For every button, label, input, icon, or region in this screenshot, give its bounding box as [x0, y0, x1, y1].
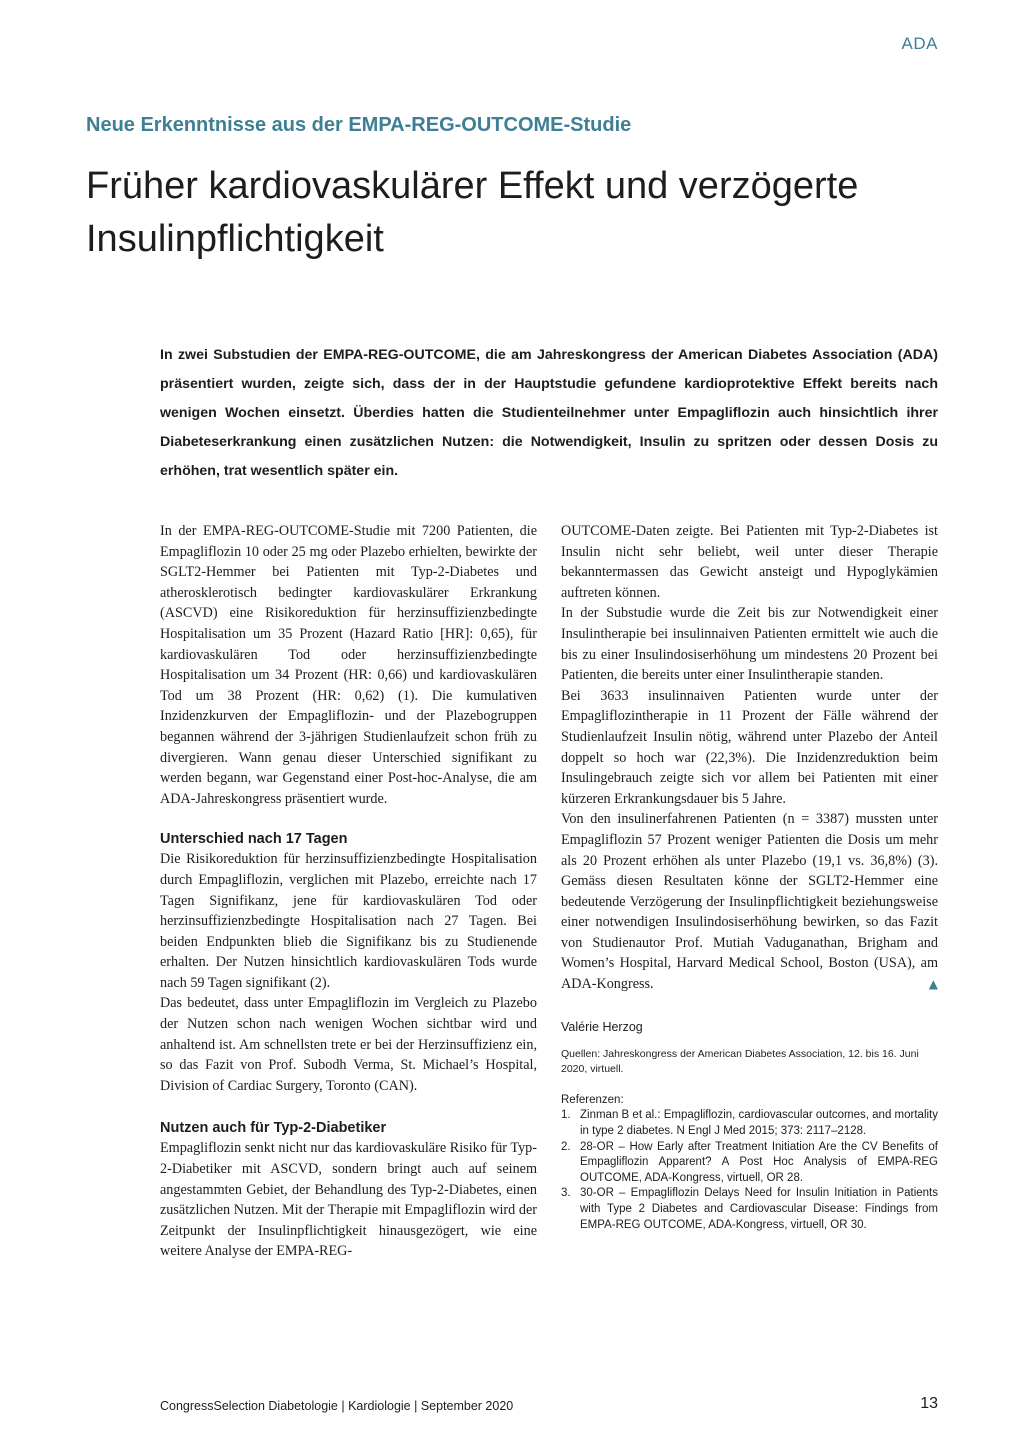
paragraph: Bei 3633 insulinnaiven Patienten wurde unter der Empagliflozintherapie in 11 Prozent der Fälle während der Studienlaufzeit Insulin nötig, während unter Plazebo der Anteil doppelt so hoch war (22,3%). Die Inzidenzreduktion beim Insulingebrauch zeigte sich vor allem bei Patienten mit einer kürzeren Erkrankungsdauer bis 5 Jahre.: [561, 687, 938, 807]
title-line-1: Früher kardiovaskulärer Effekt und verzögerte: [86, 165, 859, 207]
references-list: [561, 1108, 938, 1233]
reference-item: 3. 30-OR – Empagliflozin Delays Need for Insulin Initiation in Patients with Type 2 Diabetes and Cardiovascular Disease: Findings from EMPA-REG OUTCOME, ADA-Kongress, virtuell, OR 30.: [561, 1187, 938, 1231]
article-lead: In zwei Substudien der EMPA-REG-OUTCOME, die am Jahreskongress der American Diabetes Association (ADA) präsentiert wurden, zeigte sich, dass der in der Hauptstudie gefundene kardioprotektive Effekt bereits nach wenigen Wochen einsetzt. Überdies hatten die Studienteilnehmer unter Empagliflozin auch hinsichtlich ihrer Diabeteserkrankung einen zusätzlichen Nutzen: die Notwendigkeit, Insulin zu spritzen oder dessen Dosis zu erhöhen, trat wesentlich später ein.: [160, 347, 938, 479]
subheading: Nutzen auch für Typ-2-Diabetiker: [160, 1120, 387, 1137]
paragraph: Empagliflozin senkt nicht nur das kardiovaskuläre Risiko für Typ-2-Diabetiker mit ASCVD, sondern bringt auch auf seinem angestammten Gebiet, der Behandlung des Typ-2-Diabetes, einen zusätzlichen Nutzen. Mit der Therapie mit Empagliflozin wird der Zeitpunkt der Insulinpflichtigkeit hinausgezögert, wie eine weitere Analyse der EMPA-REG-: [160, 1140, 537, 1260]
page-number: 13: [920, 1395, 938, 1412]
text-column-right: [561, 521, 938, 1233]
sources-note: Quellen: Jahreskongress der American Diabetes Association, 12. bis 16. Juni 2020, virtuell.: [561, 1047, 919, 1076]
text-column-left: [160, 521, 537, 1262]
paragraph: Die Risikoreduktion für herzinsuffizienzbedingte Hospitalisation durch Empagliflozin, verglichen mit Plazebo, erreichte nach 17 Tagen Signifikanz, jene für kardiovaskulären Tod oder herzinsuffizienzbedingte Hospitalisation nach 27 Tagen. Bei beiden Endpunkten blieb die Signifikanz bis zu Studienende erhalten. Der Nutzen hinsichtlich kardiovaskulären Tods wurde nach 59 Tagen signifikant (2).: [160, 851, 537, 991]
footer-publication: CongressSelection Diabetologie | Kardiologie | September 2020: [160, 1399, 514, 1413]
paragraph: OUTCOME-Daten zeigte. Bei Patienten mit Typ-2-Diabetes ist Insulin nicht sehr beliebt, weil unter dieser Therapie bekanntermassen das Gewicht ansteigt und Hypoglykämien auftreten können.: [561, 523, 938, 601]
paragraph: [561, 809, 938, 994]
paragraph: In der Substudie wurde die Zeit bis zur Notwendigkeit einer Insulintherapie bei insulinnaiven Patienten ermittelt wie auch die bis zu einer Insulindosiserhöhung um mindestens 20 Prozent bei Patienten, die bereits unter einer Insulintherapie standen.: [561, 605, 938, 684]
paragraph-text: Von den insulinerfahrenen Patienten (n = 3387) mussten unter Empagliflozin 57 Prozent weniger Patienten die Dosis um mehr als 20 Prozent erhöhen als unter Plazebo (19,1 vs. 36,8%) (3). Gemäss diesen Resultaten könne der SGLT2-Hemmer eine bedeutende Verzögerung der Insulinpflichtigkeit beziehungsweise einer notwendigen Insulindosiserhöhung bewirken, so das Fazit von Studienautor Prof. Mutiah Vaduganathan, Brigham and Women’s Hospital, Harvard Medical School, Boston (USA), am ADA-Kongress.: [561, 811, 938, 993]
section-tag: ADA: [901, 34, 938, 53]
paragraph: In der EMPA-REG-OUTCOME-Studie mit 7200 Patienten, die Empagliflozin 10 oder 25 mg oder Plazebo erhielten, bewirkte der SGLT2-Hemmer bei Patienten mit Typ-2-Diabetes und atherosklerotisch bedingter kardiovaskulärer Erkrankung (ASCVD) eine Risikoreduktion für herzinsuffizienzbedingte Hospitalisation um 35 Prozent (Hazard Ratio [HR]: 0,65), für kardiovaskulären Tod oder herzinsuffizienzbedingte Hospitalisation um 34 Prozent (HR: 0,66) und kardiovaskulären Tod um 38 Prozent (HR: 0,62) (1). Die kumulativen Inzidenzkurven der Empagliflozin- und der Plazebogruppen begannen während der 3-jährigen Studienlaufzeit schon früh zu divergieren. Wann genau dieser Unterschied signifikant zu werden begann, war Gegenstand einer Post-hoc-Analyse, die am ADA-Jahreskongress präsentiert wurde.: [160, 523, 537, 807]
author-name: Valérie Herzog: [561, 1019, 643, 1034]
reference-item: 1. Zinman B et al.: Empagliflozin, cardiovascular outcomes, and mortality in type 2 diabetes. N Engl J Med 2015; 373: 2117–2128.: [561, 1109, 938, 1138]
reference-item: 2. 28-OR – How Early after Treatment Initiation Are the CV Benefits of Empagliflozin Apparent? A Post Hoc Analysis of EMPA-REG OUTCOME, ADA-Kongress, virtuell, OR 28.: [561, 1140, 938, 1184]
paragraph: Das bedeutet, dass unter Empagliflozin im Vergleich zu Plazebo der Nutzen schon nach wenigen Wochen sichtbar wird und anhaltend ist. Am schnellsten trete er bei der Herzinsuffizienz ein, so das Fazit von Prof. Subodh Verma, St. Michael’s Hospital, Division of Cardiac Surgery, Toronto (CAN).: [160, 995, 537, 1094]
article-title: [86, 160, 946, 266]
article-kicker: Neue Erkenntnisse aus der EMPA-REG-OUTCOME-Studie: [86, 114, 632, 136]
subheading: Unterschied nach 17 Tagen: [160, 831, 348, 848]
references-title: Referenzen:: [561, 1093, 624, 1106]
end-of-article-icon: ▲: [928, 977, 938, 992]
title-line-2: Insulinpflichtigkeit: [86, 218, 384, 260]
